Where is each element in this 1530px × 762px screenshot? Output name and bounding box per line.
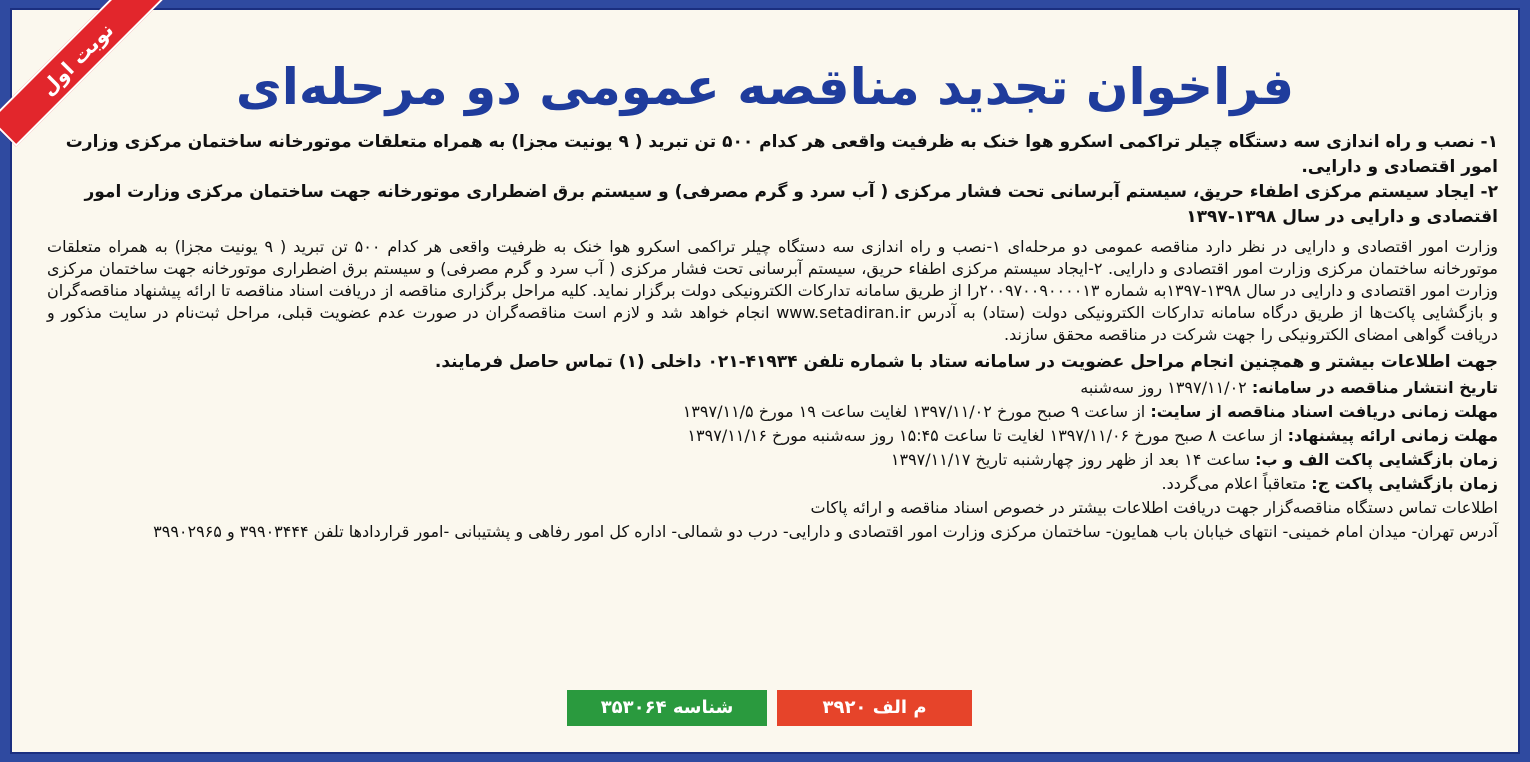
schedule-label: زمان بازگشایی پاکت ج: bbox=[1311, 474, 1498, 493]
footer-boxes bbox=[12, 690, 1518, 726]
schedule-label: مهلت زمانی ارائه پیشنهاد: bbox=[1287, 426, 1498, 445]
ad-frame bbox=[10, 8, 1520, 754]
schedule-value: ساعت ۱۴ بعد از ظهر روز چهارشنبه تاریخ ۱۳۹۷/۱۱/۱۷ bbox=[890, 450, 1251, 469]
schedule-row bbox=[47, 472, 1498, 496]
info-line: اطلاعات تماس دستگاه مناقصه‌گزار جهت دریافت اطلاعات بیشتر در خصوص اسناد مناقصه و ارائه پاکات bbox=[810, 498, 1498, 517]
description-paragraph: وزارت امور اقتصادی و دارایی در نظر دارد مناقصه عمومی دو مرحله‌ای ۱-نصب و راه اندازی سه دستگاه چیلر تراکمی اسکرو هوا خنک به ظرفیت واقعی هر کدام ۵۰۰ تن تبرید ( ۹ یونیت مجزا) به همراه متعلقات موتورخانه ساختمان مرکزی وزارت امور اقتصادی و دارایی. ۲-ایجاد سیستم مرکزی اطفاء حریق، سیستم آبرسانی تحت فشار مرکزی ( آب سرد و گرم مصرفی) و سیستم برق اضطراری موتورخانه جهت ساختمان مرکزی وزارت امور اقتصادی و دارایی در سال ۱۳۹۸-۱۳۹۷به شماره ۲۰۰۹۷۰۰۹۰۰۰۰۱۳را از طریق سامانه تدارکات الکترونیکی دولت برگزار نماید. کلیه مراحل برگزاری مناقصه از دریافت اسناد مناقصه تا ارائه پیشنهاد مناقصه‌گران و بازگشایی پاکت‌ها از طریق درگاه سامانه تدارکات الکترونیکی دولت (ستاد) به آدرس www.setadiran.ir انجام خواهد شد و لازم است مناقصه‌گران در صورت عدم عضویت قبلی، مراحل ثبت‌نام در سایت مذکور و دریافت گواهی امضای الکترونیکی را جهت شرکت در مناقصه محقق سازند. bbox=[47, 237, 1499, 344]
reference-badge: م الف ۳۹۲۰ bbox=[777, 690, 972, 726]
schedule-row bbox=[47, 448, 1498, 472]
contact-line: جهت اطلاعات بیشتر و همچنین انجام مراحل عضویت در سامانه ستاد با شماره تلفن ۴۱۹۳۴-۰۲۱ داخلی (۱) تماس حاصل فرمایند. bbox=[434, 352, 1498, 372]
schedule-row bbox=[47, 376, 1498, 400]
schedule-value: از ساعت ۸ صبح مورخ ۱۳۹۷/۱۱/۰۶ لغایت تا ساعت ۱۵:۴۵ روز سه‌شنبه مورخ ۱۳۹۷/۱۱/۱۶ bbox=[687, 426, 1283, 445]
identifier-badge: شناسه ۳۵۳۰۶۴ bbox=[567, 690, 767, 726]
schedule-label: تاریخ انتشار مناقصه در سامانه: bbox=[1251, 378, 1498, 397]
schedule-row bbox=[47, 424, 1498, 448]
tender-item-2: ۲- ایجاد سیستم مرکزی اطفاء حریق، سیستم آبرسانی تحت فشار مرکزی ( آب سرد و گرم مصرفی) و سیستم برق اضطراری موتورخانه جهت ساختمان مرکزی وزارت امور اقتصادی و دارایی در سال ۱۳۹۸-۱۳۹۷ bbox=[84, 182, 1498, 227]
address-line: آدرس تهران- میدان امام خمینی- انتهای خیابان باب همایون- ساختمان مرکزی وزارت امور اقتصادی و دارایی- درب دو شمالی- اداره کل امور رفاهی و پشتیبانی -امور قراردادها تلفن ۳۹۹۰۳۴۴۴ و ۳۹۹۰۲۹۶۵ bbox=[153, 522, 1498, 541]
page-title: فراخوان تجدید مناقصه عمومی دو مرحله‌ای bbox=[235, 58, 1295, 116]
schedule-label: زمان بازگشایی پاکت الف و ب: bbox=[1255, 450, 1498, 469]
schedule-row bbox=[47, 400, 1498, 424]
schedule-value: ۱۳۹۷/۱۱/۰۲ روز سه‌شنبه bbox=[1080, 378, 1247, 397]
schedule-label: مهلت زمانی دریافت اسناد مناقصه از سایت: bbox=[1150, 402, 1498, 421]
schedule-value: متعاقباً اعلام می‌گردد. bbox=[1161, 474, 1307, 493]
corner-ribbon: نوبت اول bbox=[0, 0, 165, 147]
schedule-value: از ساعت ۹ صبح مورخ ۱۳۹۷/۱۱/۰۲ لغایت ساعت ۱۹ مورخ ۱۳۹۷/۱۱/۵ bbox=[682, 402, 1146, 421]
ad-body bbox=[47, 130, 1498, 544]
tender-item-1: ۱- نصب و راه اندازی سه دستگاه چیلر تراکمی اسکرو هوا خنک به ظرفیت واقعی هر کدام ۵۰۰ تن تبرید ( ۹ یونیت مجزا) به همراه متعلقات موتورخانه ساختمان مرکزی وزارت امور اقتصادی و دارایی. bbox=[65, 132, 1498, 177]
